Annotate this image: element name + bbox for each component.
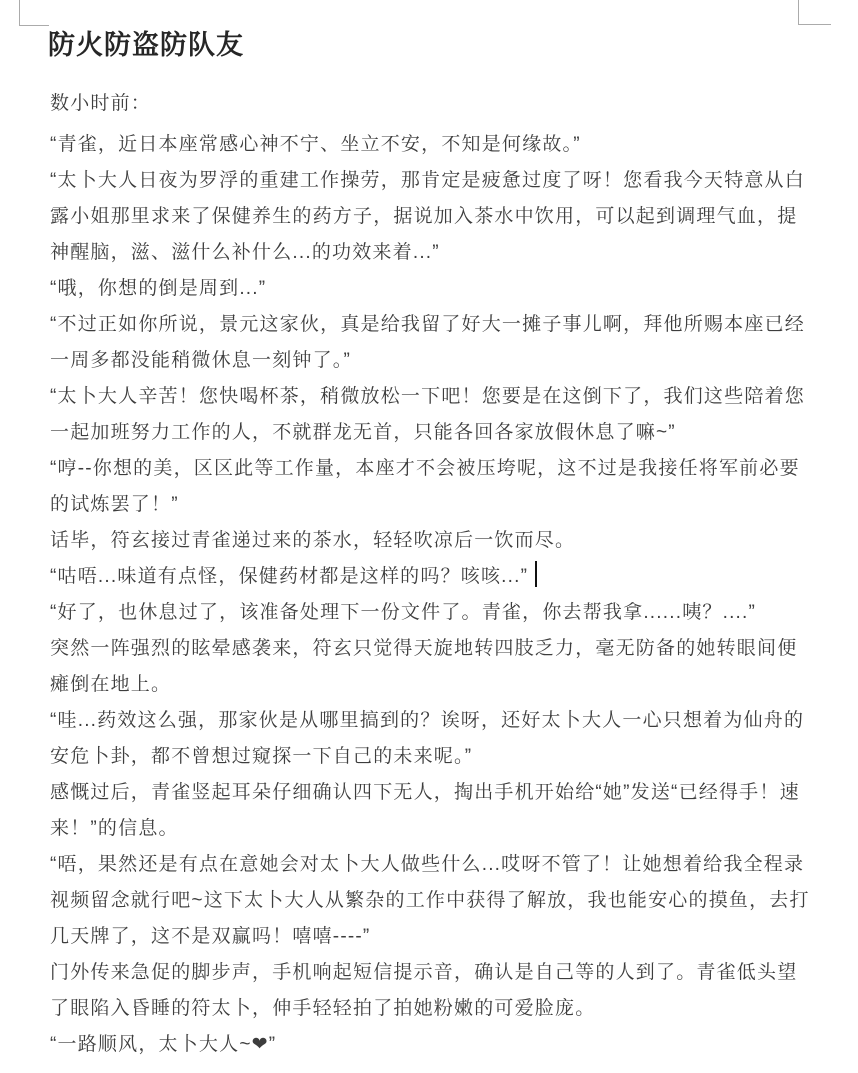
paragraph[interactable] xyxy=(50,271,812,307)
paragraph[interactable] xyxy=(50,775,812,847)
paragraph[interactable] xyxy=(50,523,812,559)
paragraph-text: 话毕，符玄接过青雀递过来的茶水，轻轻吹凉后一饮而尽。 xyxy=(50,530,576,551)
paragraph[interactable] xyxy=(50,307,812,379)
paragraph-text: 门外传来急促的脚步声，手机响起短信提示音，确认是自己等的人到了。青雀低头望了眼陷入昏睡的符太卜，伸手轻轻拍了拍她粉嫩的可爱脸庞。 xyxy=(50,962,798,1019)
paragraph-text: “一路顺风，太卜大人~❤” xyxy=(50,1034,277,1055)
paragraph-text: “咕唔...味道有点怪，保健药材都是这样的吗？咳咳...” xyxy=(50,566,529,587)
paragraph[interactable] xyxy=(50,631,812,703)
text-boundary-mark-top-right xyxy=(798,0,831,25)
paragraph[interactable] xyxy=(50,955,812,1027)
paragraph-text: “太卜大人辛苦！您快喝杯茶，稍微放松一下吧！您要是在这倒下了，我们这些陪着您一起加班努力工作的人，不就群龙无首，只能各回各家放假休息了嘛~” xyxy=(50,386,805,443)
paragraph-text: 数小时前： xyxy=(50,93,152,114)
paragraph[interactable] xyxy=(50,559,812,595)
paragraph[interactable] xyxy=(50,451,812,523)
paragraph[interactable] xyxy=(50,847,812,955)
paragraph-text: 突然一阵强烈的眩晕感袭来，符玄只觉得天旋地转四肢乏力，毫无防备的她转眼间便瘫倒在地上。 xyxy=(50,638,798,695)
paragraph-text: “唔，果然还是有点在意她会对太卜大人做些什么...哎呀不管了！让她想着给我全程录视频留念就行吧~这下太卜大人从繁杂的工作中获得了解放，我也能安心的摸鱼，去打几天牌了，这不是双赢吗！嘻嘻----” xyxy=(50,854,810,947)
paragraph[interactable] xyxy=(50,163,812,271)
paragraph-text: “好了，也休息过了，该准备处理下一份文件了。青雀，你去帮我拿......咦？....” xyxy=(50,602,757,623)
document-title[interactable]: 防火防盗防队友 xyxy=(48,30,244,60)
paragraph-text: “青雀，近日本座常感心神不宁、坐立不安，不知是何缘故。” xyxy=(50,134,581,155)
document-body xyxy=(50,86,812,1063)
paragraph-text: “太卜大人日夜为罗浮的重建工作操劳，那肯定是疲惫过度了呀！您看我今天特意从白露小姐那里求来了保健养生的药方子，据说加入茶水中饮用，可以起到调理气血，提神醒脑，滋、滋什么补什么...的功效来着...” xyxy=(50,170,805,263)
paragraph[interactable] xyxy=(50,86,812,122)
text-caret xyxy=(535,561,537,587)
paragraph[interactable] xyxy=(50,127,812,163)
paragraph-text: “哼--你想的美，区区此等工作量，本座才不会被压垮呢，这不过是我接任将军前必要的试炼罢了！” xyxy=(50,458,800,515)
paragraph-text: “哇...药效这么强，那家伙是从哪里搞到的？诶呀，还好太卜大人一心只想着为仙舟的安危卜卦，都不曾想过窥探一下自己的未来呢。” xyxy=(50,710,805,767)
paragraph-text: 感慨过后，青雀竖起耳朵仔细确认四下无人，掏出手机开始给“她”发送“已经得手！速来！”的信息。 xyxy=(50,782,800,839)
paragraph[interactable] xyxy=(50,1027,812,1063)
paragraph[interactable] xyxy=(50,379,812,451)
paragraph-text: “不过正如你所说，景元这家伙，真是给我留了好大一摊子事儿啊，拜他所赐本座已经一周多都没能稍微休息一刻钟了。” xyxy=(50,314,805,371)
paragraph-text: “哦，你想的倒是周到...” xyxy=(50,278,267,299)
paragraph[interactable] xyxy=(50,595,812,631)
paragraph[interactable] xyxy=(50,703,812,775)
text-boundary-mark-top-left xyxy=(19,0,49,26)
